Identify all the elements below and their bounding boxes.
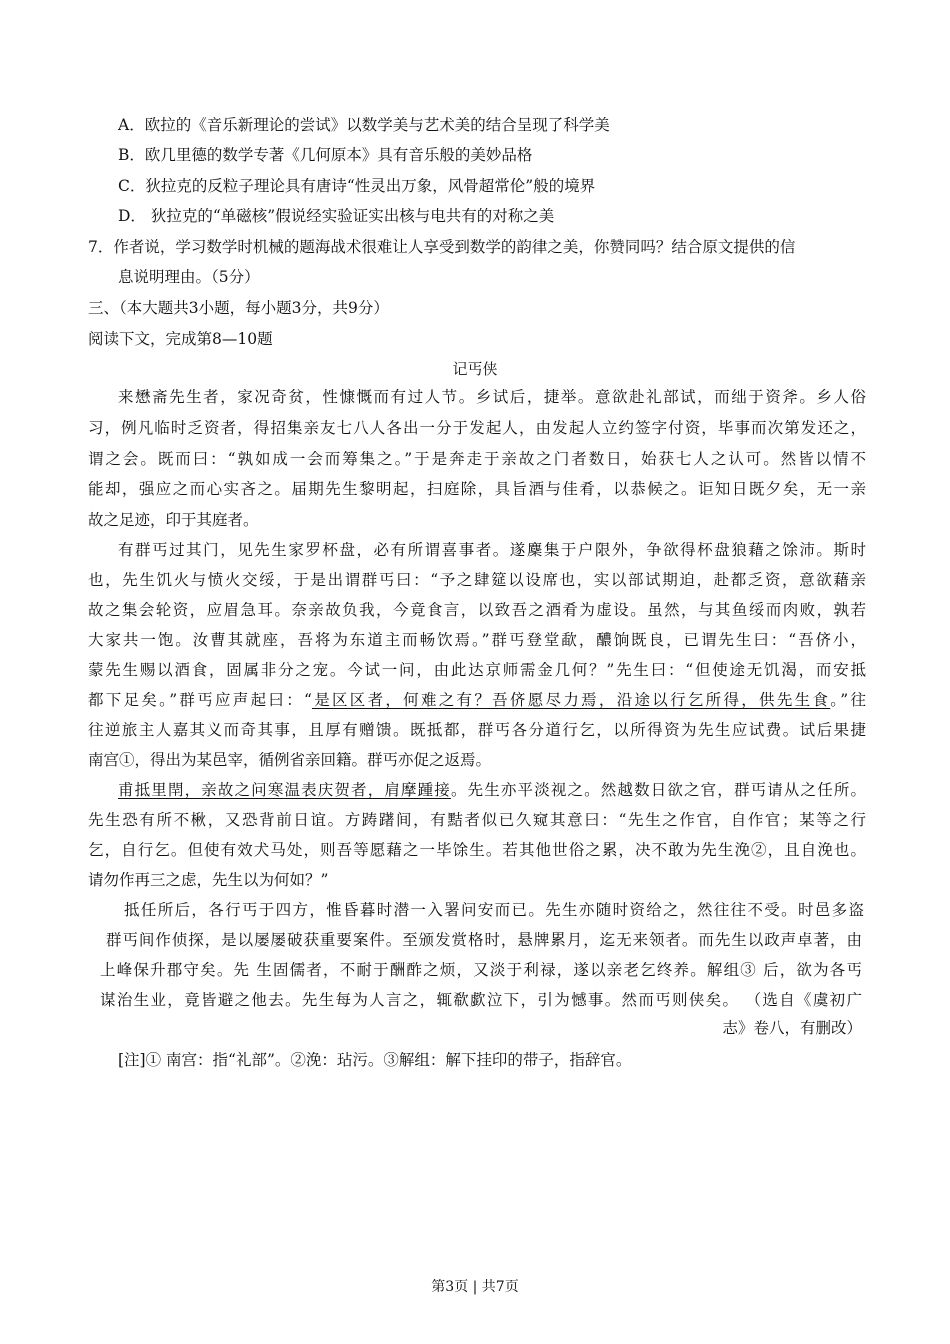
- p4-line4: 谋治生业，竟皆避之他去。先生每为人言之，辄欷歔泣下，引为憾事。然而丐则侠矣。 （选自《虞初广: [100, 991, 862, 1009]
- question-7-line1: 7．作者说，学习数学时机械的题海战术很难让人享受到数学的韵律之美，你赞同吗？结合原文提供的信: [88, 238, 796, 256]
- p4-source: 志》卷八，有删改）: [722, 1019, 862, 1037]
- p1-line1: 来懋斋先生者，家况奇贫，性慷慨而有过人节。乡试后，捷举。意欲赴礼部试，而绌于资斧。乡人俗: [118, 388, 866, 406]
- p3-line2: 先生恐有所不楸，又恐背前日谊。方踌躇间，有黠者似已久窥其意曰：“先生之作官，自作官；某等之行: [88, 811, 866, 829]
- p4-line3: 上峰保升郡守矣。先 生固儒者，不耐于酬酢之烦，又淡于利禄，遂以亲老乞终养。解组③ 后，欲为各丐: [100, 961, 862, 979]
- essay-title: 记丐侠: [452, 360, 498, 378]
- option-b: B．欧几里德的数学专著《几何原本》具有音乐般的美妙品格: [118, 146, 533, 164]
- p1-line4: 能却，强应之而心实吝之。届期先生黎明起，扫庭除，具旨酒与佳肴，以恭候之。讵知日既夕矣，无一亲: [88, 480, 866, 498]
- p2-line2: 也，先生饥火与愤火交绥，于是出谓群丐曰：“予之肆筵以设席也，实以部试期迫，赴都乏资，意欲藉亲: [88, 571, 866, 589]
- p2-line5: 蒙先生赐以酒食，固属非分之宠。今试一问，由此达京师需金几何？”先生曰：“但使途无饥渴，而安抵: [88, 661, 866, 679]
- p2-line8: 南宫①，得出为某邑宰，循例省亲回籍。群丐亦促之返焉。: [88, 751, 492, 769]
- option-d: D． 狄拉克的“单磁核”假说经实验证实出核与电共有的对称之美: [118, 207, 555, 225]
- p2-line1: 有群丐过其门，见先生家罗杯盘，必有所谓喜事者。遂麇集于户限外，争欲得杯盘狼藉之馀沛。斯时: [118, 541, 866, 559]
- reading-instruction: 阅读下文，完成第8—10题: [88, 330, 273, 348]
- p3-line4: 请勿作再三之虑，先生以为何如？”: [88, 871, 329, 889]
- p3-line3: 乞，自行乞。但使有效犬马处，则吾等愿藉之一毕馀生。若其他世俗之累，决不敢为先生浼②，且自浼也。: [88, 841, 866, 859]
- p1-line3: 谓之会。既而曰：“孰如成一会而筹集之。”于是奔走于亲故之门者数日，始获七人之认可。然皆以情不: [88, 450, 866, 468]
- annotation-note: [注]① 南宫：指“礼部”。②浼：玷污。③解组：解下挂印的带子，指辞官。: [118, 1051, 632, 1069]
- question-7-line2: 息说明理由。（5分）: [118, 268, 260, 286]
- p2-line6-end: 。”往: [830, 691, 866, 709]
- p3-line1-end: 。先生亦平淡视之。然越数日欲之官，群丐请从之任所。: [450, 781, 866, 799]
- option-c: C．狄拉克的反粒子理论具有唐诗“性灵出万象，风骨超常伦”般的境界: [118, 177, 596, 195]
- p2-line4: 大家共一饱。汝曹其就座，吾将为东道主而畅饮焉。”群丐登堂歃，醲饷既良，已谓先生曰：“吾侪小，: [88, 631, 866, 649]
- underlined-sentence-2: 甫抵里閈，亲故之问寒温表庆贺者，肩摩踵接: [118, 781, 451, 799]
- p1-line5: 故之足迹，印于其庭者。: [88, 511, 259, 529]
- option-a: A．欧拉的《音乐新理论的尝试》以数学美与艺术美的结合呈现了科学美: [118, 116, 610, 134]
- p2-line6: [88, 690, 866, 710]
- underlined-sentence-1: 是区区者，何难之有？吾侪愿尽力焉，沿途以行乞所得，供先生食: [311, 691, 831, 709]
- p2-line6-start: 都下足矣。”群丐应声起曰：“: [88, 691, 312, 709]
- p2-line7: 往逆旅主人嘉其义而奇其事，且厚有赠馈。既抵都，群丐各分道行乞，以所得资为先生应试费。试后果捷: [88, 721, 866, 739]
- p4-line2: 群丐间作侦探，是以屡屡破获重要案件。至颁发赏格时，悬牌累月，迄无来领者。而先生以政声卓著，由: [106, 931, 862, 949]
- page-footer: 第3页 | 共7页: [431, 1279, 519, 1295]
- p4-line1: 抵任所后，各行丐于四方，惟昏暮时潜一入署问安而已。先生亦随时资给之，然往往不受。时邑多盗: [124, 901, 864, 919]
- p3-line1: [118, 780, 866, 800]
- section-3-heading: 三、（本大题共3小题，每小题3分，共9分）: [88, 299, 389, 317]
- p1-line2: 习，例凡临时乏资者，得招集亲友七八人各出一分于发起人，由发起人立约签字付资，毕事而次第发还之，: [88, 419, 866, 437]
- p2-line3: 故之集会轮资，应眉急耳。奈亲故负我，今竟食言，以致吾之酒肴为虚设。虽然，与其鱼绥而肉败，孰若: [88, 601, 866, 619]
